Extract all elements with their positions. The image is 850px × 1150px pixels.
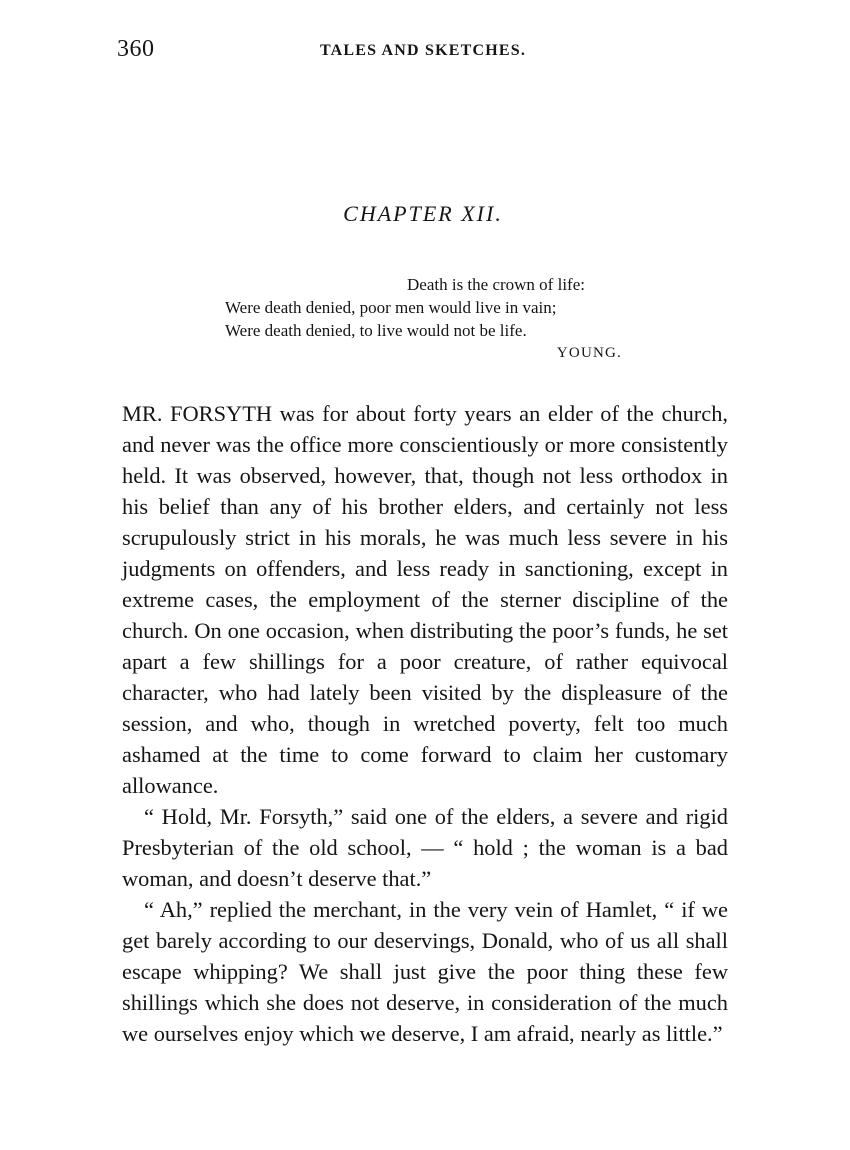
epigraph-attribution: YOUNG. [556,345,622,361]
epigraph-line: Were death denied, poor men would live in vain; [225,298,557,317]
chapter-title: CHAPTER XII. [343,201,503,226]
page-header [117,36,729,66]
page-number: 360 [117,36,155,62]
epigraph-line: Death is the crown of life: [407,275,585,294]
epigraph [117,273,622,365]
epigraph-line: Were death denied, to live would not be life. [225,321,527,340]
paragraph: “ Ah,” replied the merchant, in the very vein of Hamlet, “ if we get barely according to our deservings, Donald, who of us all shall escape whipping? We shall just give the poor thing these few shillings which she does not deserve, in consideration of the much we ourselves enjoy which we deserve, I am afraid, nearly as little.” [122,897,728,1046]
paragraph: “ Hold, Mr. Forsyth,” said one of the elders, a severe and rigid Presbyterian of the old school, — “ hold ; the woman is a bad woman, and doesn’t deserve that.” [122,804,728,891]
running-head: TALES AND SKETCHES. [319,42,527,59]
chapter-body [122,398,728,1049]
paragraph: MR. FORSYTH was for about forty years an elder of the church, and never was the office more conscientiously or more consistently held. It was observed, however, that, though not less orthodox in his belief than any of his brother elders, and certainly not less scrupulously strict in his morals, he was much less severe in his judgments on offenders, and less ready in sanctioning, except in extreme cases, the employment of the sterner discipline of the church. On one occasion, when distributing the poor’s funds, he set apart a few shillings for a poor creature, of rather equivocal character, who had lately been visited by the displeasure of the session, and who, though in wretched poverty, felt too much ashamed at the time to come forward to claim her customary allowance. [122,401,728,798]
